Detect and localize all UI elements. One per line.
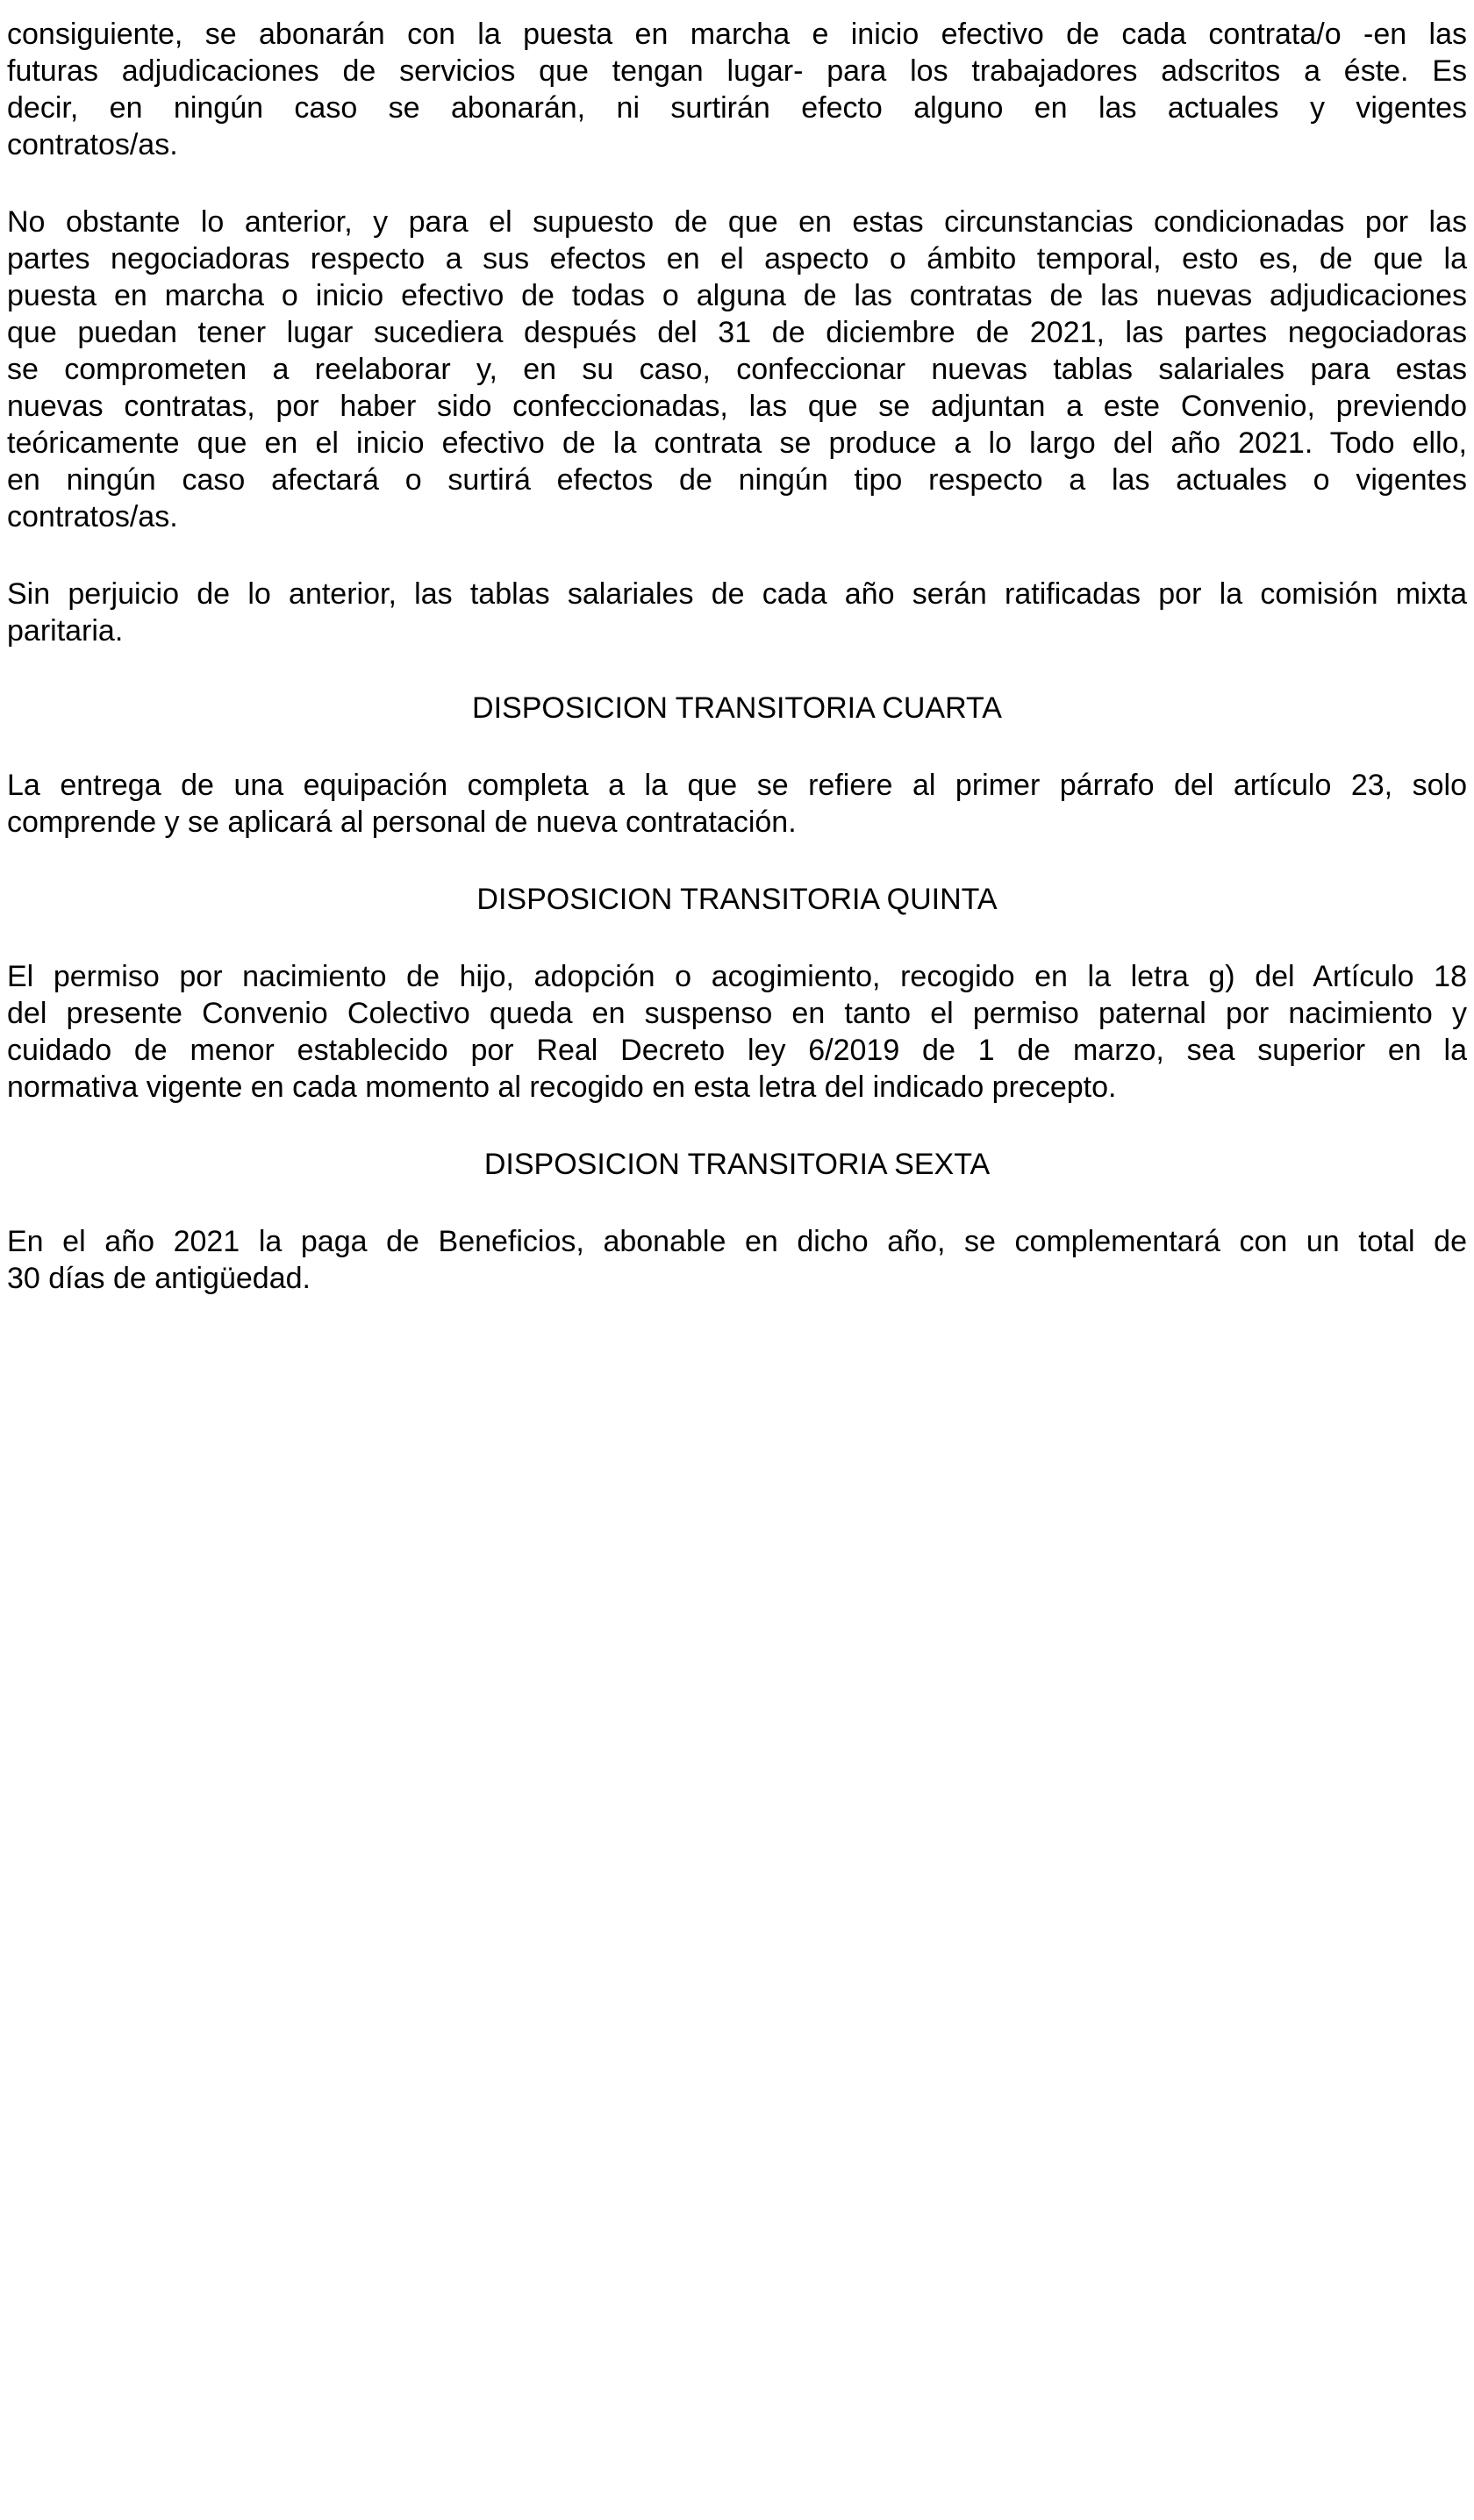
paragraph-line: que puedan tener lugar sucediera después del 31 de diciembre de 2021, las partes negociadoras bbox=[7, 316, 1467, 349]
paragraph-line: puesta en marcha o inicio efectivo de todas o alguna de las contratas de las nuevas adjudicaciones bbox=[7, 279, 1467, 312]
paragraph-line: contratos/as. bbox=[7, 128, 178, 161]
paragraph-line: contratos/as. bbox=[7, 500, 178, 533]
paragraph bbox=[7, 576, 1467, 649]
paragraph bbox=[7, 767, 1467, 841]
paragraph-line: futuras adjudicaciones de servicios que tengan lugar- para los trabajadores adscritos a éste. Es bbox=[7, 54, 1467, 88]
paragraph-line: teóricamente que en el inicio efectivo de la contrata se produce a lo largo del año 2021. Todo ello, bbox=[7, 426, 1467, 460]
paragraph-line: decir, en ningún caso se abonarán, ni surtirán efecto alguno en las actuales y vigentes bbox=[7, 91, 1467, 125]
paragraph-line: en ningún caso afectará o surtirá efectos de ningún tipo respecto a las actuales o vigentes bbox=[7, 463, 1467, 497]
paragraph-line: paritaria. bbox=[7, 614, 124, 648]
paragraph-line: consiguiente, se abonarán con la puesta en marcha e inicio efectivo de cada contrata/o -en las bbox=[7, 18, 1467, 51]
paragraph-line: nuevas contratas, por haber sido confeccionadas, las que se adjuntan a este Convenio, previendo bbox=[7, 390, 1467, 423]
section-heading: DISPOSICION TRANSITORIA SEXTA bbox=[483, 1148, 991, 1181]
paragraph bbox=[7, 958, 1467, 1106]
paragraph-line: del presente Convenio Colectivo queda en suspenso en tanto el permiso paternal por nacimiento y bbox=[7, 997, 1467, 1030]
paragraph-line: 30 días de antigüedad. bbox=[7, 1262, 311, 1295]
paragraph-line: No obstante lo anterior, y para el supuesto de que en estas circunstancias condicionadas por las bbox=[7, 205, 1467, 239]
paragraph-line: cuidado de menor establecido por Real Decreto ley 6/2019 de 1 de marzo, sea superior en la bbox=[7, 1034, 1467, 1067]
paragraph-line: normativa vigente en cada momento al recogido en esta letra del indicado precepto. bbox=[7, 1070, 1117, 1104]
section-heading: DISPOSICION TRANSITORIA CUARTA bbox=[472, 691, 1002, 725]
paragraph-line: Sin perjuicio de lo anterior, las tablas salariales de cada año serán ratificadas por la comisión mixta bbox=[7, 577, 1467, 611]
paragraph bbox=[7, 204, 1467, 535]
paragraph-line: En el año 2021 la paga de Beneficios, abonable en dicho año, se complementará con un total de bbox=[7, 1225, 1467, 1258]
paragraph-line: El permiso por nacimiento de hijo, adopción o acogimiento, recogido en la letra g) del Artículo 18 bbox=[7, 960, 1467, 993]
section-heading: DISPOSICION TRANSITORIA QUINTA bbox=[476, 883, 998, 916]
paragraph bbox=[7, 1223, 1467, 1297]
document-content bbox=[7, 16, 1467, 1297]
paragraph-line: partes negociadoras respecto a sus efectos en el aspecto o ámbito temporal, esto es, de que la bbox=[7, 242, 1467, 276]
paragraph-line: se comprometen a reelaborar y, en su caso, confeccionar nuevas tablas salariales para estas bbox=[7, 353, 1467, 386]
paragraph-line: La entrega de una equipación completa a la que se refiere al primer párrafo del artículo 23, solo bbox=[7, 769, 1467, 802]
paragraph-line: comprende y se aplicará al personal de nueva contratación. bbox=[7, 805, 797, 839]
paragraph bbox=[7, 16, 1467, 163]
